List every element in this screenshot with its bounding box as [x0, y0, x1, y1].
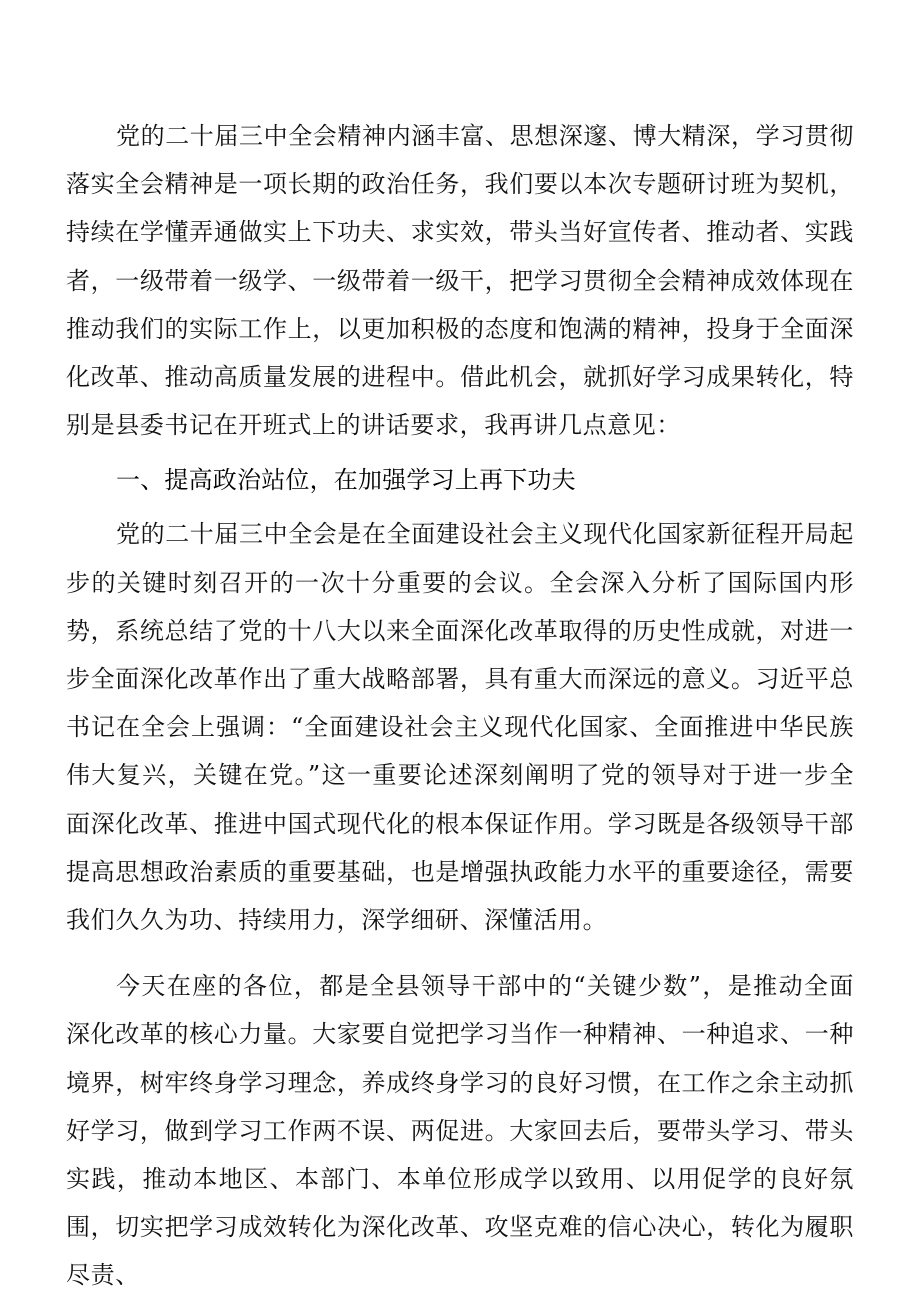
paragraph-key-minority: 今天在座的各位，都是全县领导干部中的“关键少数”，是推动全面深化改革的核心力量。大家要自觉把学习当作一种精神、一种追求、一种境界，树牢终身学习理念，养成终身学习的良好习惯，在工作之余主动抓好学习，做到学习工作两不误、两促进。大家回去后，要带头学习、带头实践，推动本地区、本部门、本单位形成学以致用、以用促学的良好氛围，切实把学习成效转化为深化改革、攻坚克难的信心决心，转化为履职尽责、 [66, 972, 854, 1290]
document-body [66, 112, 854, 1300]
paragraph-plenary-session: 党的二十届三中全会是在全面建设社会主义现代化国家新征程开局起步的关键时刻召开的一次十分重要的会议。全会深入分析了国际国内形势，系统总结了党的十八大以来全面深化改革取得的历史性成就，对进一步全面深化改革作出了重大战略部署，具有重大而深远的意义。习近平总书记在全会上强调：“全面建设社会主义现代化国家、全面推进中华民族伟大复兴，关键在党。”这一重要论述深刻阐明了党的领导对于进一步全面深化改革、推进中国式现代化的根本保证作用。学习既是各级领导干部提高思想政治素质的重要基础，也是增强执政能力水平的重要途径，需要我们久久为功、持续用力，深学细研、深懂活用。 [66, 520, 854, 935]
section-heading: 一、提高政治站位，在加强学习上再下功夫 [116, 466, 576, 495]
paragraph-intro: 党的二十届三中全会精神内涵丰富、思想深邃、博大精深，学习贯彻落实全会精神是一项长期的政治任务，我们要以本次专题研讨班为契机，持续在学懂弄通做实上下功夫、求实效，带头当好宣传者、推动者、实践者，一级带着一级学、一级带着一级干，把学习贯彻全会精神成效体现在推动我们的实际工作上，以更加积极的态度和饱满的精神，投身于全面深化改革、推动高质量发展的进程中。借此机会，就抓好学习成果转化，特别是县委书记在开班式上的讲话要求，我再讲几点意见： [66, 122, 854, 440]
paragraph-spacer [66, 944, 854, 962]
